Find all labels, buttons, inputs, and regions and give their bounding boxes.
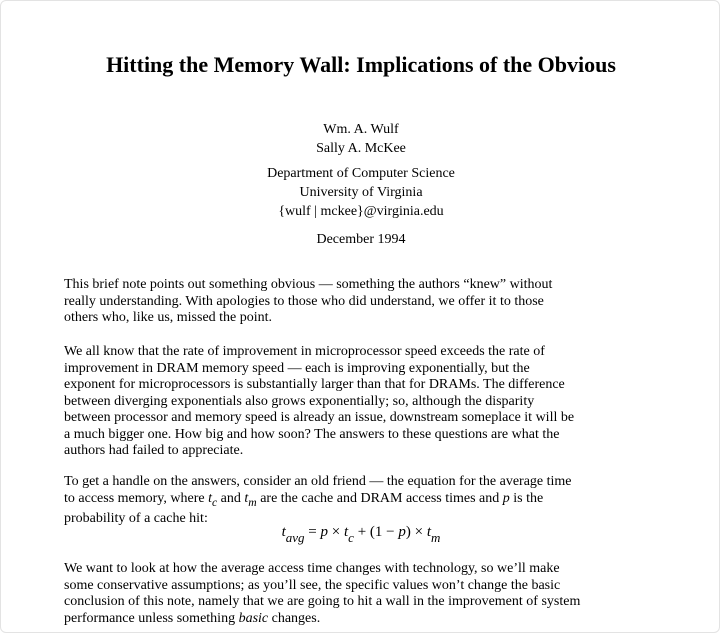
author-list [1,120,720,158]
text-line: exponent for microprocessors is substantially larger than that for DRAMs. The difference [64,377,565,392]
average-access-time-equation: $t_{avg} = p \times t_c + (1 - p) \times t_m$ [281,524,441,545]
text-line: a much bigger one. How big and how soon? The answers to these questions are what the [64,426,560,442]
text-line: to access memory, where $t_c$ and $t_m$ are the cache and DRAM access times and p is the [64,490,544,509]
text-line: authors had failed to appreciate. [64,443,244,458]
paragraph-equation-intro [64,474,664,527]
email: {wulf | mckee}@virginia.edu [278,204,444,219]
paragraph-speed-gap [64,344,664,460]
text-line: This brief note points out something obvious — something the authors “knew” without [64,277,553,292]
paper-date: December 1994 [316,232,406,247]
university: University of Virginia [299,185,423,200]
text-line: between diverging exponentials also grows exponentially; so, although the disparity [64,393,535,409]
text-line: To get a handle on the answers, consider an old friend — the equation for the average time [64,474,572,489]
department: Department of Computer Science [267,166,455,181]
text-line: improvement in DRAM memory speed — each is improving exponentially, but the [64,360,530,376]
text-line: others who, like us, missed the point. [64,310,273,325]
paragraph-assumptions [64,561,664,627]
text-line: conclusion of this note, namely that we are going to hit a wall in the improvement of system [64,594,581,609]
author-name: Sally A. McKee [316,141,406,156]
text-line: probability of a cache hit: [64,510,208,526]
author-name: Wm. A. Wulf [323,122,399,137]
text-line: between processor and memory speed is already an issue, downstream someplace it will be [64,410,575,425]
text-line: We all know that the rate of improvement in microprocessor speed exceeds the rate of [64,344,545,359]
paragraph-intro [64,277,664,327]
emphasis-basic: basic [238,610,269,626]
text-line: some conservative assumptions; as you’ll see, the specific values won’t change the basic [64,577,561,593]
text-line: We want to look at how the average access time changes with technology, so we’ll make [64,561,560,576]
text-line: really understanding. With apologies to those who did understand, we offer it to those [64,293,544,309]
paper-title: Hitting the Memory Wall: Implications of the Obvious [106,52,616,77]
affiliation [1,164,720,221]
text-line: performance unless something basic changes. [64,610,321,626]
